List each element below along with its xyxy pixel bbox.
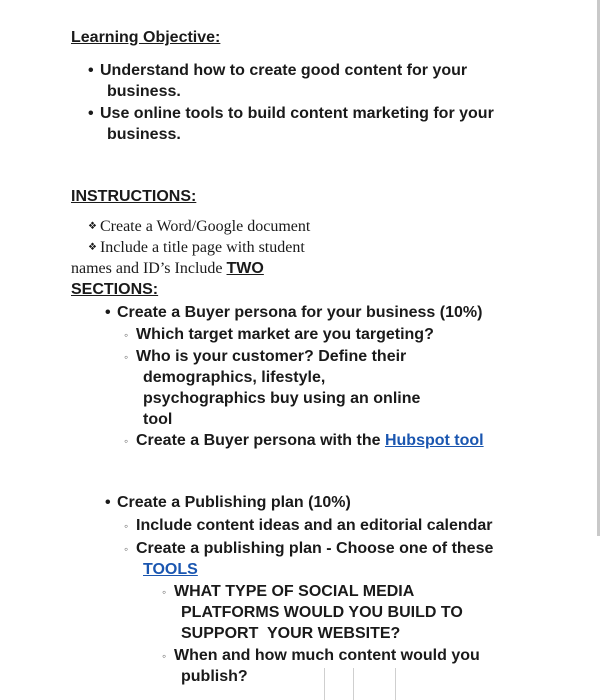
circle-bullet-icon: ◦ — [124, 434, 129, 448]
buyer-sub-2-cont-2: psychographics buy using an online — [143, 390, 421, 407]
publishing-question-1-cont-1: PLATFORMS WOULD YOU BUILD TO — [181, 604, 463, 621]
bullet-icon: • — [88, 105, 94, 122]
diamond-bullet-icon: ❖ — [88, 221, 97, 232]
instruction-line-1: ❖ Create a Word/Google document — [88, 218, 311, 235]
circle-bullet-icon: ◦ — [124, 542, 129, 556]
circle-bullet-icon: ◦ — [162, 649, 167, 663]
learning-item-1-cont: business. — [107, 83, 181, 100]
publishing-question-1-cont-2: SUPPORT YOUR WEBSITE? — [181, 625, 401, 642]
sections-label: SECTIONS: — [71, 281, 159, 298]
circle-bullet-icon: ◦ — [162, 585, 167, 599]
circle-bullet-icon: ◦ — [124, 519, 129, 533]
document-page: Learning Objective: • Understand how to create good content for your business. • Use online tools to build content marketing for your business. INSTRUCTIONS: ❖ Create a Word/Google document ❖ Include a title page with student names and ID’s Include TWO SECTIONS: • Create a Buyer persona for your business (10%) ◦ Which target market are you targeting? ◦ Who is your customer? Define their demographics, lifestyle, psychographics buy using an online tool ◦ Create a Buyer persona with the Hubspot tool • Create a Publishing plan (10%) ◦ Include content ideas and an editorial calendar ◦ Create a publishing plan - Choose one of these TOOLS ◦ WHAT TYPE OF SOCIAL MEDIA PLATFORMS WOULD YOU BUILD TO SUPPORT YOUR WEBSITE? ◦ When and how much content would you publish? — [0, 0, 607, 700]
circle-bullet-icon: ◦ — [124, 328, 129, 342]
tools-link[interactable]: TOOLS — [143, 561, 198, 578]
bullet-icon: • — [105, 494, 111, 511]
table-border-line — [324, 668, 325, 700]
learning-item-2-cont: business. — [107, 126, 181, 143]
table-border-line — [395, 668, 396, 700]
buyer-sub-2-cont-3: tool — [143, 411, 173, 428]
buyer-sub-2-cont-1: demographics, lifestyle, — [143, 369, 326, 386]
two-emphasis: TWO — [226, 260, 264, 277]
bullet-icon: • — [105, 304, 111, 321]
hubspot-tool-link[interactable]: Hubspot tool — [384, 432, 484, 449]
instructions-heading: INSTRUCTIONS: — [71, 188, 197, 205]
bullet-icon: • — [88, 62, 94, 79]
table-border-line — [353, 668, 354, 700]
circle-bullet-icon: ◦ — [124, 350, 129, 364]
page-edge-rule — [597, 0, 600, 536]
diamond-bullet-icon: ❖ — [88, 242, 97, 253]
learning-objective-heading: Learning Objective: — [71, 29, 221, 46]
instruction-line-2: ❖ Include a title page with student — [88, 239, 305, 256]
publishing-question-2-cont: publish? — [181, 668, 248, 685]
instruction-line-3: names and ID’s Include TWO — [71, 260, 264, 277]
